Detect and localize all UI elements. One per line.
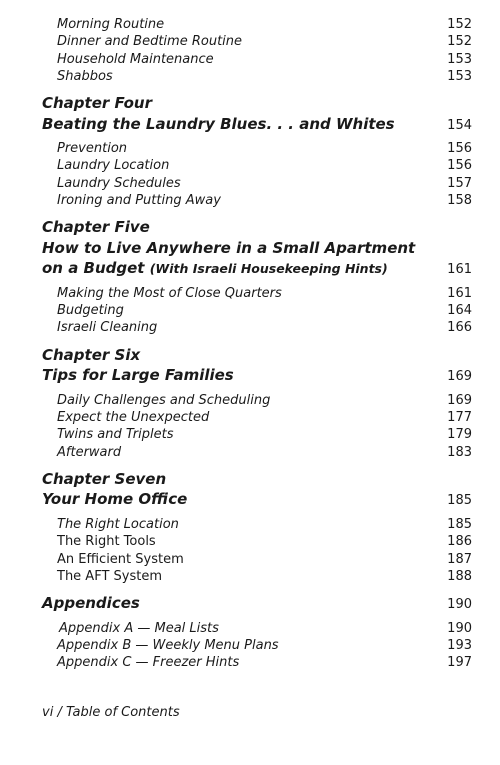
appendices-section — [42, 593, 472, 671]
toc-entry: Expect the Unexpected 177 — [57, 410, 472, 426]
toc-entry: The Right Location 185 — [57, 516, 472, 532]
chapter-title-line-1: How to Live Anywhere in a Small Apartment — [42, 238, 416, 257]
table-of-contents — [42, 16, 472, 672]
chapter-six-section — [42, 345, 472, 461]
toc-entry: The AFT System 188 — [57, 568, 472, 584]
toc-entry: The Right Tools 186 — [57, 534, 472, 550]
toc-entry: Ironing and Putting Away 158 — [57, 193, 472, 209]
page-footer: vi / Table of Contents — [42, 705, 180, 720]
intro-entries — [42, 16, 472, 85]
chapter-subtitle-note: (With Israeli Housekeeping Hints) — [149, 261, 388, 277]
toc-entry: Daily Challenges and Scheduling 169 — [57, 392, 472, 408]
toc-entry: Shabbos 153 — [57, 68, 472, 84]
chapter-title-line-2: on a Budget (With Israeli Housekeeping Hints) 161 — [42, 259, 472, 278]
toc-entry: Appendix A — Meal Lists 190 — [59, 620, 472, 636]
chapter-five-section — [42, 217, 472, 336]
chapter-label: Chapter Four — [42, 94, 152, 113]
toc-entry: Budgeting 164 — [57, 303, 472, 319]
chapter-title: Tips for Large Families 169 — [42, 366, 472, 385]
toc-entry: Twins and Triplets 179 — [57, 427, 472, 443]
toc-entry: Making the Most of Close Quarters 161 — [57, 285, 472, 301]
toc-entry: Appendix B — Weekly Menu Plans 193 — [57, 637, 472, 653]
toc-entry: An Efficient System 187 — [57, 551, 472, 567]
toc-entry: Prevention 156 — [57, 141, 472, 157]
toc-entry: Afterward 183 — [57, 444, 472, 460]
toc-entry: Dinner and Bedtime Routine 152 — [57, 34, 472, 50]
chapter-label: Chapter Five — [42, 218, 150, 237]
toc-entry: Household Maintenance 153 — [57, 51, 472, 67]
chapter-label: Chapter Seven — [42, 469, 167, 488]
chapter-label: Chapter Six — [42, 345, 141, 364]
chapter-seven-section — [42, 469, 472, 585]
toc-entry: Morning Routine 152 — [57, 17, 472, 32]
appendices-title: Appendices 190 — [42, 594, 472, 613]
toc-entry: Laundry Location 156 — [57, 158, 472, 174]
chapter-title: Beating the Laundry Blues. . . and Whites 154 — [42, 114, 472, 133]
chapter-four-section — [42, 93, 472, 209]
toc-entry: Laundry Schedules 157 — [57, 175, 472, 191]
toc-entry: Israeli Cleaning 166 — [57, 320, 472, 336]
toc-entry: Appendix C — Freezer Hints 197 — [57, 655, 472, 671]
chapter-title: Your Home Office 185 — [42, 490, 472, 509]
